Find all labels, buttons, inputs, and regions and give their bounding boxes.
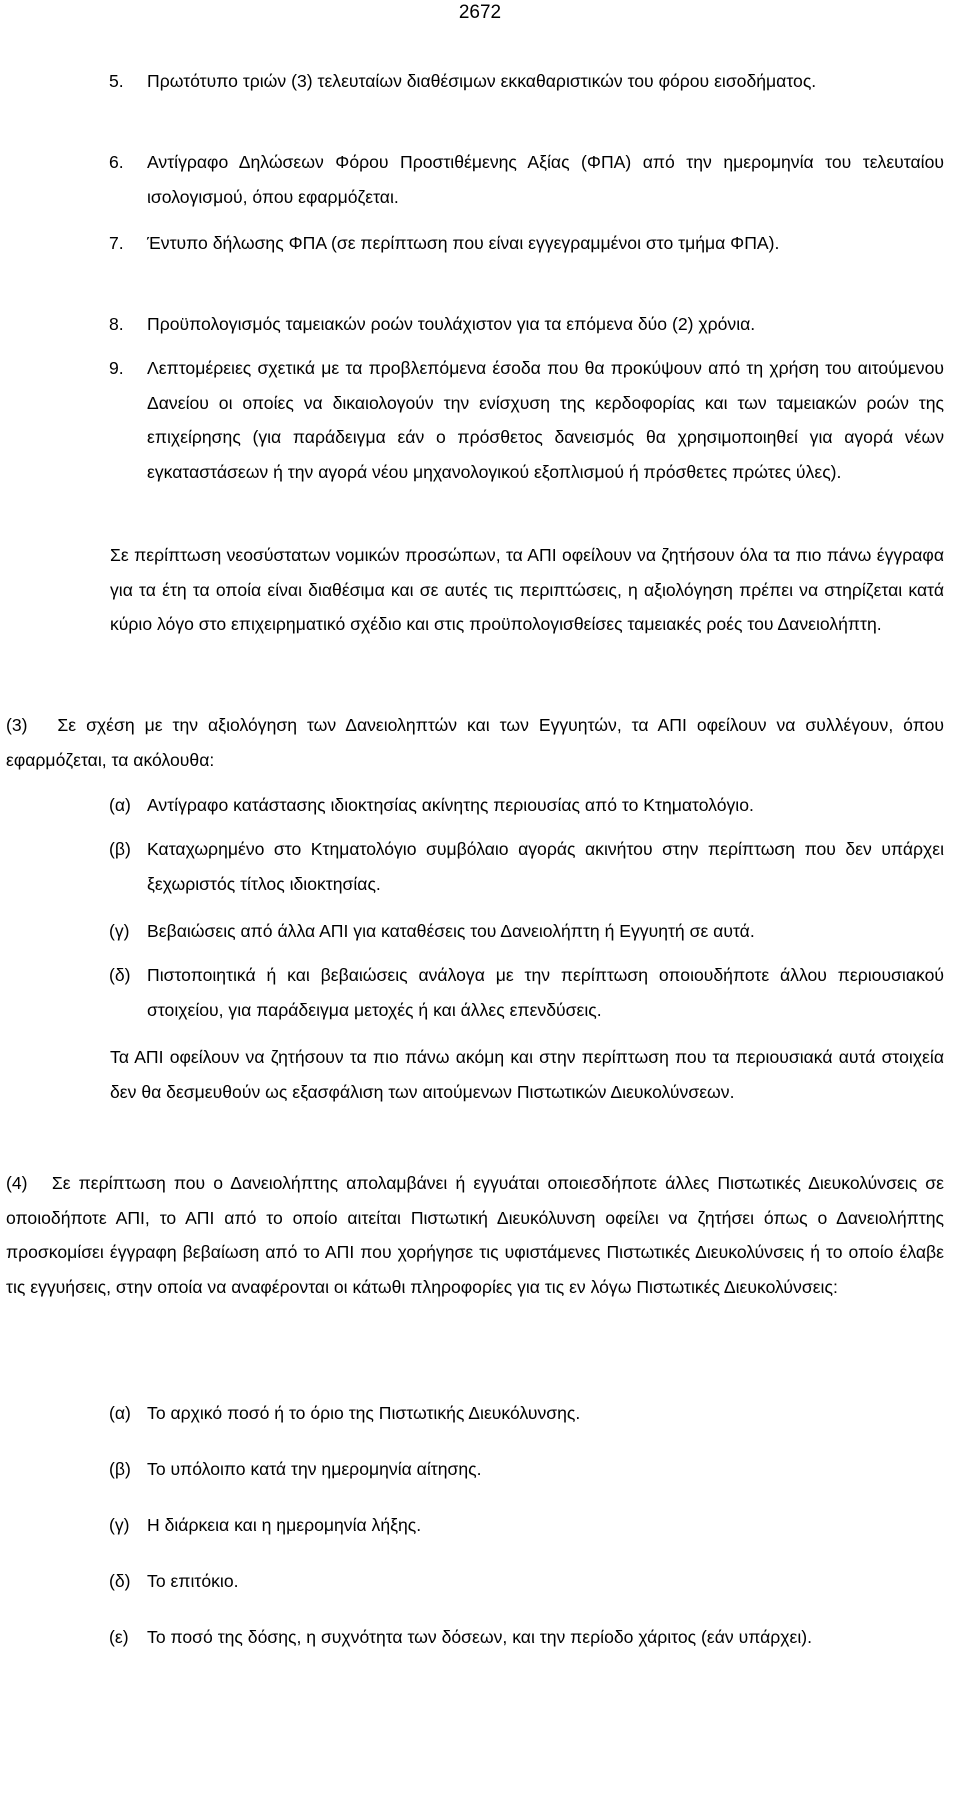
list-item-9 [109,351,944,489]
list-item-number: (β) [109,1459,131,1479]
section-3-intro: (3) Σε σχέση με την αξιολόγηση των Δανειοληπτών και των Εγγυητών, τα ΑΠΙ οφείλουν να συλλέγουν, όπου εφαρμόζεται, τα ακόλουθα: [6,715,944,770]
section-4-intro: (4) Σε περίπτωση που ο Δανειολήπτης απολαμβάνει ή εγγυάται οποιεσδήποτε άλλες Πιστωτικές Διευκολύνσεις σε οποιοδήποτε ΑΠΙ, το ΑΠΙ από το οποίο αιτείται Πιστωτική Διευκόλυνση οφείλει να ζητήσει όπως ο Δανειολήπτης προσκομίσει έγγραφη βεβαίωση από το ΑΠΙ που χορήγησε τις υφιστάμενες Πιστωτικές Διευκολύνσεις ή το οποίο έλαβε τις εγγυήσεις, στην οποία να αναφέρονται οι κάτωθι πληροφορίες για τις εν λόγω Πιστωτικές Διευκολύνσεις: [6,1173,944,1297]
list-item-text: Το υπόλοιπο κατά την ημερομηνία αίτησης. [147,1459,482,1479]
section-4-item-b [109,1452,944,1487]
list-item-number: 5. [109,71,124,91]
list-item-number: (δ) [109,965,131,985]
section-4-item-a [109,1396,944,1431]
list-item-text: Το επιτόκιο. [147,1571,239,1591]
paragraph-new-entities: Σε περίπτωση νεοσύστατων νομικών προσώπων, τα ΑΠΙ οφείλουν να ζητήσουν όλα τα πιο πάνω έγγραφα για τα έτη τα οποία είναι διαθέσιμα και σε αυτές τις περιπτώσεις, η αξιολόγηση πρέπει να στηρίζεται κατά κύριο λόγο στο επιχειρηματικό σχέδιο και στις προϋπολογισθείσες ταμειακές ροές του Δανειολήπτη. [110,545,944,634]
list-item-number: (α) [109,795,131,815]
list-item-number: 8. [109,314,124,334]
page-number: 2672 [458,2,502,23]
list-item-text: Το ποσό της δόσης, η συχνότητα των δόσεων, και την περίοδο χάριτος (εάν υπάρχει). [147,1627,813,1647]
list-item-text: Έντυπο δήλωσης ΦΠΑ (σε περίπτωση που είναι εγγεγραμμένοι στο τμήμα ΦΠΑ). [147,233,780,253]
list-item-5 [109,64,944,99]
list-item-number: (ε) [109,1627,129,1647]
list-item-7 [109,226,944,261]
list-item-text: Προϋπολογισμός ταμειακών ροών τουλάχιστον για τα επόμενα δύο (2) χρόνια. [147,314,756,334]
section-3-closing: Τα ΑΠΙ οφείλουν να ζητήσουν τα πιο πάνω ακόμη και στην περίπτωση που τα περιουσιακά αυτά στοιχεία δεν θα δεσμευθούν ως εξασφάλιση των αιτούμενων Πιστωτικών Διευκολύνσεων. [110,1047,944,1102]
section-4-item-d [109,1564,944,1599]
list-item-number: 9. [109,358,124,378]
list-item-number: (δ) [109,1571,131,1591]
section-3-item-a [109,788,944,823]
section-3-item-c [109,914,944,949]
list-item-text: Πιστοποιητικά ή και βεβαιώσεις ανάλογα με την περίπτωση οποιουδήποτε άλλου περιουσιακού στοιχείου, για παράδειγμα μετοχές ή και άλλες επενδύσεις. [147,965,944,1020]
section-4-item-e [109,1620,944,1655]
section-4-item-c [109,1508,944,1543]
list-item-6 [109,145,944,214]
list-item-text: Η διάρκεια και η ημερομηνία λήξης. [147,1515,422,1535]
list-item-number: (β) [109,839,131,859]
list-item-text: Αντίγραφο κατάστασης ιδιοκτησίας ακίνητης περιουσίας από το Κτηματολόγιο. [147,795,754,815]
list-item-text: Πρωτότυπο τριών (3) τελευταίων διαθέσιμων εκκαθαριστικών του φόρου εισοδήματος. [147,71,817,91]
list-item-number: 7. [109,233,124,253]
list-item-number: 6. [109,152,124,172]
section-3-item-d [109,958,944,1027]
list-item-number: (γ) [109,1515,130,1535]
list-item-text: Βεβαιώσεις από άλλα ΑΠΙ για καταθέσεις του Δανειολήπτη ή Εγγυητή σε αυτά. [147,921,755,941]
section-3-item-b [109,832,944,901]
list-item-number: (γ) [109,921,130,941]
list-item-text: Λεπτομέρειες σχετικά με τα προβλεπόμενα έσοδα που θα προκύψουν από τη χρήση του αιτούμενου Δανείου οι οποίες να δικαιολογούν την ενίσχυση της κερδοφορίας και των ταμειακών ροών της επιχείρησης (για παράδειγμα εάν ο πρόσθετος δανεισμός θα χρησιμοποιηθεί για αγορά νέων εγκαταστάσεων ή την αγορά νέου μηχανολογικού εξοπλισμού ή πρόσθετες πρώτες ύλες). [147,358,944,482]
list-item-number: (α) [109,1403,131,1423]
list-item-text: Αντίγραφο Δηλώσεων Φόρου Προστιθέμενης Αξίας (ΦΠΑ) από την ημερομηνία του τελευταίου ισολογισμού, όπου εφαρμόζεται. [147,152,944,207]
list-item-8 [109,307,944,342]
list-item-text: Καταχωρημένο στο Κτηματολόγιο συμβόλαιο αγοράς ακινήτου στην περίπτωση που δεν υπάρχει ξεχωριστός τίτλος ιδιοκτησίας. [147,839,944,894]
list-item-text: Το αρχικό ποσό ή το όριο της Πιστωτικής Διευκόλυνσης. [147,1403,581,1423]
